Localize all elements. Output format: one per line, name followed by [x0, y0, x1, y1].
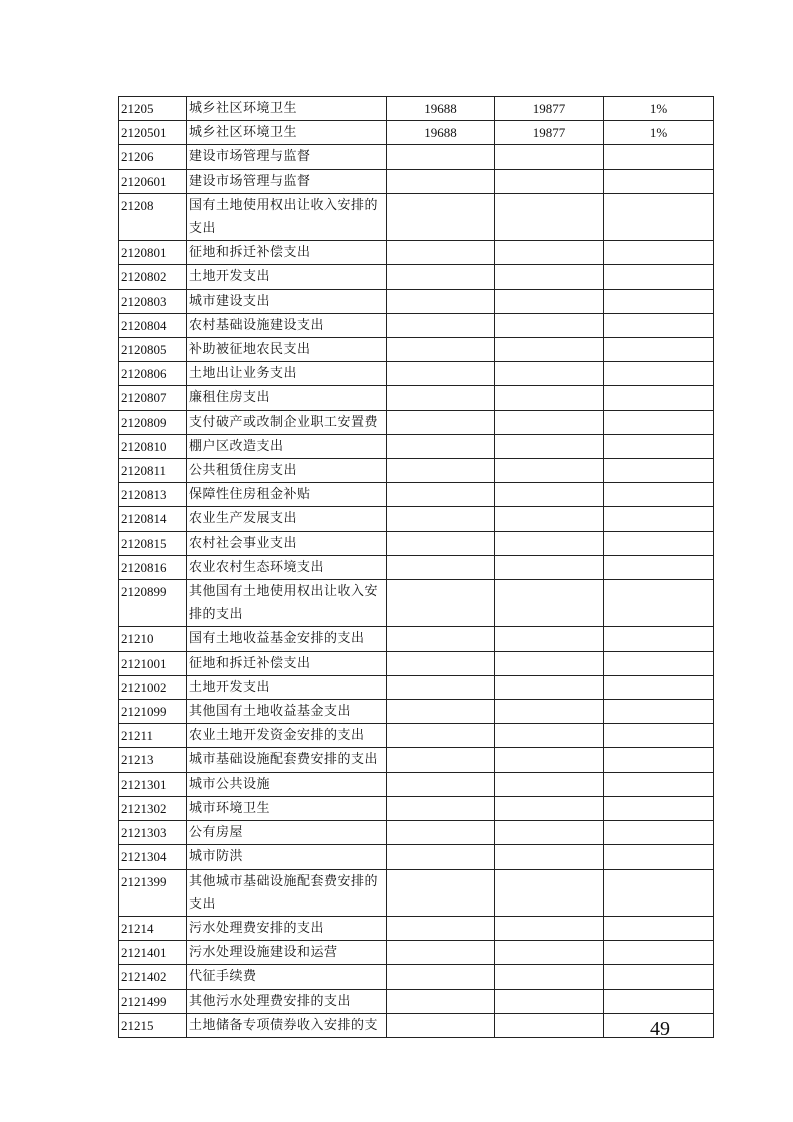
row-value-2	[495, 989, 604, 1013]
row-code: 2121303	[119, 821, 187, 845]
row-name: 公有房屋	[187, 821, 387, 845]
row-value-2	[495, 941, 604, 965]
table-row	[119, 772, 714, 796]
row-change-rate	[604, 410, 714, 434]
table-row	[119, 1013, 714, 1037]
row-value-1	[387, 965, 495, 989]
row-value-1	[387, 459, 495, 483]
row-name: 污水处理费安排的支出	[187, 916, 387, 940]
row-name: 支付破产或改制企业职工安置费	[187, 410, 387, 434]
row-change-rate	[604, 555, 714, 579]
row-change-rate	[604, 169, 714, 193]
row-value-2: 19877	[495, 121, 604, 145]
row-name: 代征手续费	[187, 965, 387, 989]
row-code: 2120803	[119, 289, 187, 313]
row-value-1	[387, 555, 495, 579]
row-value-2	[495, 386, 604, 410]
row-name: 其他城市基础设施配套费安排的支出	[187, 869, 387, 916]
row-code: 21213	[119, 748, 187, 772]
table-row	[119, 555, 714, 579]
row-name: 国有土地使用权出让收入安排的支出	[187, 193, 387, 240]
row-name: 其他国有土地收益基金支出	[187, 700, 387, 724]
row-code: 2120801	[119, 241, 187, 265]
row-value-2	[495, 772, 604, 796]
row-change-rate	[604, 627, 714, 651]
row-value-1	[387, 483, 495, 507]
row-name: 土地储备专项债券收入安排的支	[187, 1013, 387, 1037]
table-row	[119, 675, 714, 699]
row-code: 21214	[119, 916, 187, 940]
row-change-rate	[604, 507, 714, 531]
row-value-1	[387, 193, 495, 240]
row-value-2	[495, 531, 604, 555]
row-code: 21215	[119, 1013, 187, 1037]
row-value-2	[495, 845, 604, 869]
row-value-1	[387, 916, 495, 940]
row-code: 2121401	[119, 941, 187, 965]
row-value-1	[387, 410, 495, 434]
row-value-2	[495, 555, 604, 579]
row-value-1	[387, 869, 495, 916]
row-value-1	[387, 289, 495, 313]
row-name: 城市基础设施配套费安排的支出	[187, 748, 387, 772]
row-value-1	[387, 241, 495, 265]
row-code: 2121402	[119, 965, 187, 989]
row-change-rate: 1%	[604, 97, 714, 121]
row-value-1	[387, 434, 495, 458]
row-code: 2121304	[119, 845, 187, 869]
row-value-1	[387, 580, 495, 627]
table-row	[119, 627, 714, 651]
row-code: 21211	[119, 724, 187, 748]
row-code: 2120811	[119, 459, 187, 483]
row-value-2	[495, 724, 604, 748]
row-change-rate	[604, 651, 714, 675]
table-row	[119, 410, 714, 434]
table-row	[119, 386, 714, 410]
row-name: 土地出让业务支出	[187, 362, 387, 386]
row-value-2	[495, 289, 604, 313]
table-row	[119, 338, 714, 362]
page-number: 49	[650, 1018, 670, 1040]
row-change-rate	[604, 700, 714, 724]
table-row	[119, 724, 714, 748]
row-code: 2120899	[119, 580, 187, 627]
row-code: 2120805	[119, 338, 187, 362]
row-value-2	[495, 748, 604, 772]
row-value-1	[387, 772, 495, 796]
row-name: 保障性住房租金补贴	[187, 483, 387, 507]
budget-table	[118, 96, 714, 1038]
row-name: 城乡社区环境卫生	[187, 97, 387, 121]
row-name: 农业生产发展支出	[187, 507, 387, 531]
table-row	[119, 580, 714, 627]
row-change-rate	[604, 459, 714, 483]
row-code: 2120814	[119, 507, 187, 531]
row-value-1	[387, 507, 495, 531]
row-value-1	[387, 386, 495, 410]
row-code: 2121499	[119, 989, 187, 1013]
row-code: 2121399	[119, 869, 187, 916]
table-row	[119, 193, 714, 240]
row-name: 国有土地收益基金安排的支出	[187, 627, 387, 651]
row-value-2	[495, 145, 604, 169]
row-change-rate	[604, 916, 714, 940]
row-code: 2120806	[119, 362, 187, 386]
table-row	[119, 821, 714, 845]
table-row	[119, 169, 714, 193]
row-name: 其他国有土地使用权出让收入安排的支出	[187, 580, 387, 627]
row-code: 2120815	[119, 531, 187, 555]
row-value-1	[387, 700, 495, 724]
row-code: 2120813	[119, 483, 187, 507]
row-value-2	[495, 410, 604, 434]
row-name: 城市公共设施	[187, 772, 387, 796]
row-change-rate	[604, 531, 714, 555]
row-value-1	[387, 627, 495, 651]
row-value-1	[387, 821, 495, 845]
table-row	[119, 241, 714, 265]
row-change-rate	[604, 313, 714, 337]
row-change-rate	[604, 241, 714, 265]
row-change-rate	[604, 869, 714, 916]
table-row	[119, 121, 714, 145]
table-row	[119, 965, 714, 989]
row-value-2	[495, 651, 604, 675]
row-code: 2120810	[119, 434, 187, 458]
row-value-2	[495, 265, 604, 289]
row-change-rate	[604, 386, 714, 410]
table-row	[119, 845, 714, 869]
row-code: 2121001	[119, 651, 187, 675]
row-change-rate	[604, 965, 714, 989]
row-code: 2121302	[119, 796, 187, 820]
row-value-1	[387, 362, 495, 386]
row-value-2	[495, 193, 604, 240]
table-row	[119, 145, 714, 169]
table-row	[119, 869, 714, 916]
row-value-1	[387, 338, 495, 362]
row-value-1	[387, 675, 495, 699]
row-value-1	[387, 796, 495, 820]
row-name: 建设市场管理与监督	[187, 145, 387, 169]
row-name: 廉租住房支出	[187, 386, 387, 410]
row-code: 21210	[119, 627, 187, 651]
row-code: 2120816	[119, 555, 187, 579]
row-change-rate	[604, 434, 714, 458]
row-name: 公共租赁住房支出	[187, 459, 387, 483]
row-value-1	[387, 989, 495, 1013]
row-value-1	[387, 724, 495, 748]
row-name: 建设市场管理与监督	[187, 169, 387, 193]
row-change-rate	[604, 483, 714, 507]
row-value-2	[495, 627, 604, 651]
table-row	[119, 700, 714, 724]
row-name: 棚户区改造支出	[187, 434, 387, 458]
row-value-2	[495, 313, 604, 337]
table-row	[119, 362, 714, 386]
row-value-2	[495, 338, 604, 362]
row-value-1	[387, 845, 495, 869]
table-row	[119, 507, 714, 531]
row-code: 2121002	[119, 675, 187, 699]
table-row	[119, 265, 714, 289]
row-name: 农业农村生态环境支出	[187, 555, 387, 579]
row-code: 21208	[119, 193, 187, 240]
row-value-1	[387, 265, 495, 289]
row-value-2	[495, 700, 604, 724]
table-row	[119, 483, 714, 507]
row-value-1: 19688	[387, 97, 495, 121]
row-change-rate	[604, 796, 714, 820]
row-code: 2121099	[119, 700, 187, 724]
row-value-2	[495, 362, 604, 386]
row-value-1: 19688	[387, 121, 495, 145]
row-value-2	[495, 459, 604, 483]
row-change-rate	[604, 145, 714, 169]
row-name: 征地和拆迁补偿支出	[187, 241, 387, 265]
row-code: 2121301	[119, 772, 187, 796]
table-row	[119, 989, 714, 1013]
row-value-2	[495, 580, 604, 627]
row-name: 补助被征地农民支出	[187, 338, 387, 362]
row-value-2	[495, 169, 604, 193]
row-change-rate	[604, 265, 714, 289]
table-row	[119, 748, 714, 772]
row-value-1	[387, 531, 495, 555]
table-row	[119, 651, 714, 675]
table-row	[119, 459, 714, 483]
row-value-1	[387, 748, 495, 772]
row-code: 2120501	[119, 121, 187, 145]
table-row	[119, 531, 714, 555]
row-name: 农村基础设施建设支出	[187, 313, 387, 337]
row-code: 2120804	[119, 313, 187, 337]
row-value-1	[387, 313, 495, 337]
table-row	[119, 289, 714, 313]
table-row	[119, 434, 714, 458]
row-value-2	[495, 916, 604, 940]
row-name: 土地开发支出	[187, 265, 387, 289]
row-name: 农业土地开发资金安排的支出	[187, 724, 387, 748]
row-code: 2120807	[119, 386, 187, 410]
row-name: 城市建设支出	[187, 289, 387, 313]
row-change-rate	[604, 989, 714, 1013]
row-code: 21206	[119, 145, 187, 169]
table-row	[119, 313, 714, 337]
row-value-1	[387, 1013, 495, 1037]
row-name: 城市环境卫生	[187, 796, 387, 820]
row-change-rate	[604, 748, 714, 772]
row-name: 农村社会事业支出	[187, 531, 387, 555]
row-change-rate	[604, 289, 714, 313]
table-row	[119, 941, 714, 965]
row-value-2	[495, 434, 604, 458]
row-value-1	[387, 651, 495, 675]
row-name: 其他污水处理费安排的支出	[187, 989, 387, 1013]
row-value-2	[495, 796, 604, 820]
row-value-2	[495, 1013, 604, 1037]
row-change-rate	[604, 362, 714, 386]
row-value-2	[495, 965, 604, 989]
row-code: 2120802	[119, 265, 187, 289]
row-value-1	[387, 145, 495, 169]
row-change-rate	[604, 675, 714, 699]
row-change-rate: 1%	[604, 121, 714, 145]
row-name: 城市防洪	[187, 845, 387, 869]
row-value-2	[495, 483, 604, 507]
row-change-rate	[604, 772, 714, 796]
row-value-2	[495, 821, 604, 845]
table-row	[119, 796, 714, 820]
row-value-1	[387, 169, 495, 193]
row-value-2	[495, 675, 604, 699]
row-value-2	[495, 241, 604, 265]
row-name: 城乡社区环境卫生	[187, 121, 387, 145]
row-change-rate	[604, 193, 714, 240]
table-row	[119, 916, 714, 940]
row-change-rate	[604, 821, 714, 845]
row-change-rate	[604, 338, 714, 362]
row-name: 土地开发支出	[187, 675, 387, 699]
row-value-2	[495, 869, 604, 916]
row-code: 2120809	[119, 410, 187, 434]
row-name: 污水处理设施建设和运营	[187, 941, 387, 965]
row-value-2: 19877	[495, 97, 604, 121]
row-code: 21205	[119, 97, 187, 121]
row-name: 征地和拆迁补偿支出	[187, 651, 387, 675]
row-value-2	[495, 507, 604, 531]
row-change-rate	[604, 580, 714, 627]
row-change-rate	[604, 845, 714, 869]
row-value-1	[387, 941, 495, 965]
row-change-rate	[604, 724, 714, 748]
table-row	[119, 97, 714, 121]
row-code: 2120601	[119, 169, 187, 193]
row-change-rate	[604, 941, 714, 965]
